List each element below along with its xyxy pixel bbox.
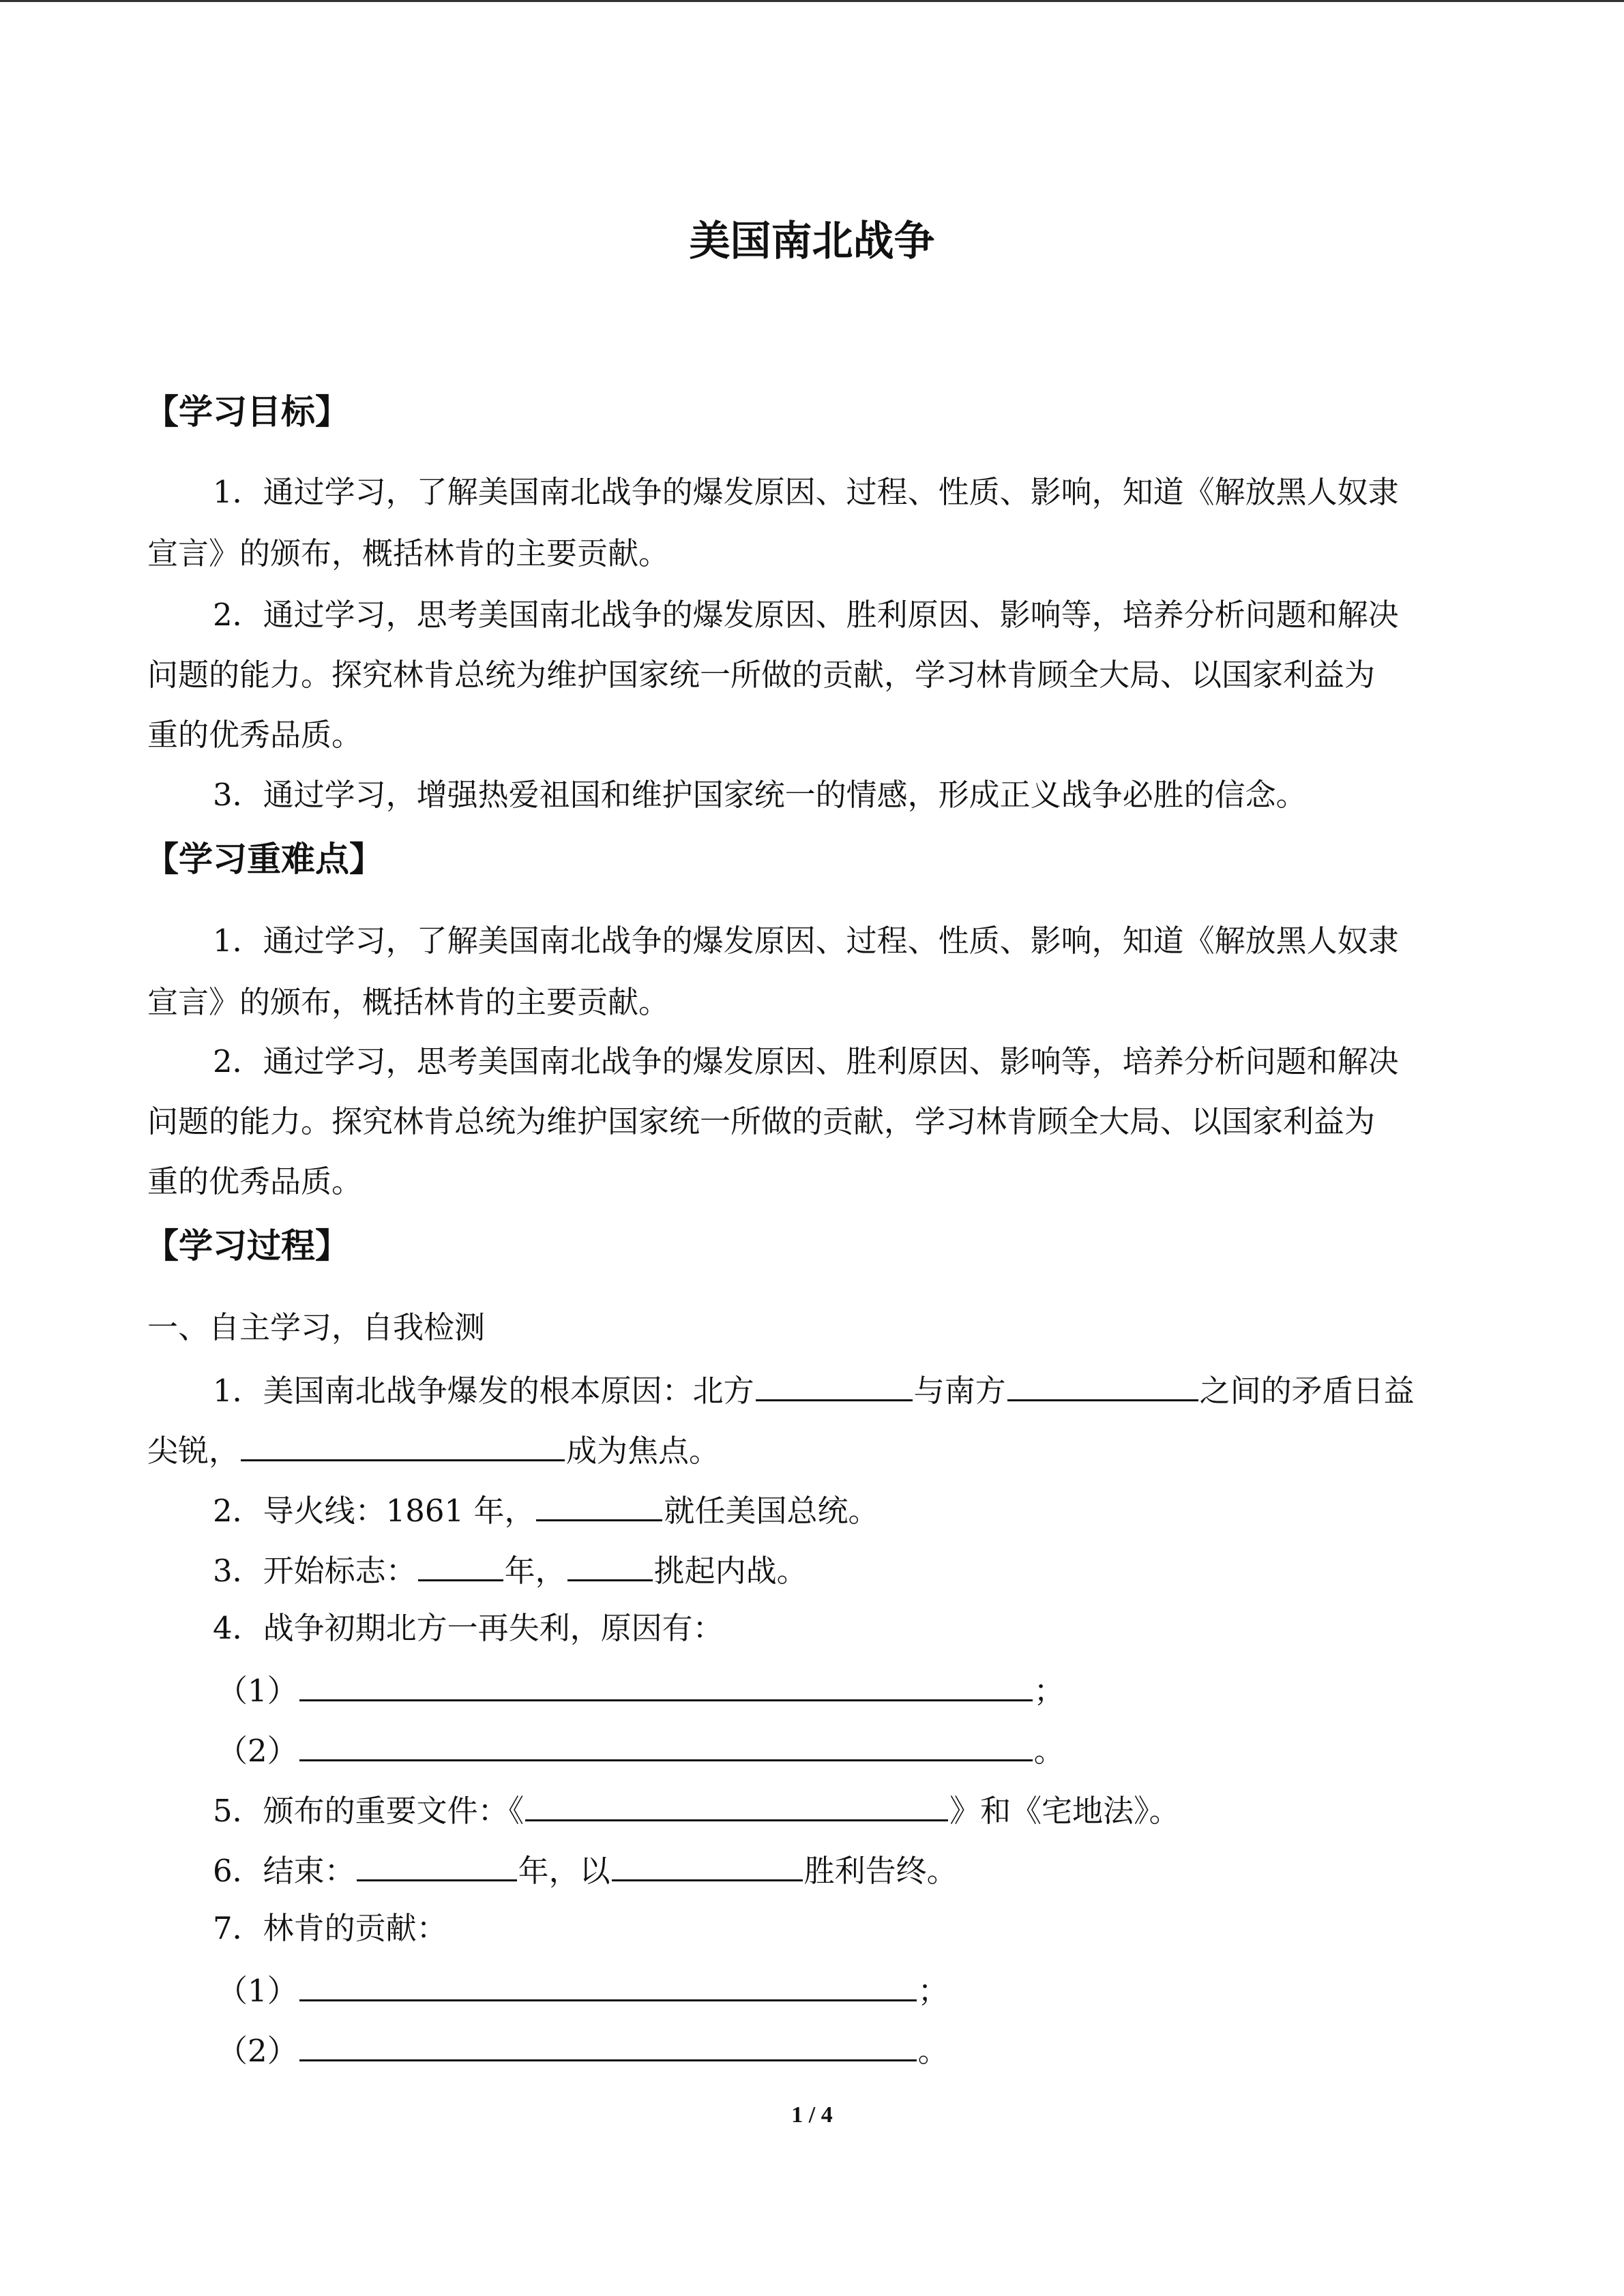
goal-2-line-3: 重的优秀品质。 <box>147 717 363 753</box>
goal-1-line-1: 1．通过学习，了解美国南北战争的爆发原因、过程、性质、影响，知道《解放黑人奴隶 <box>213 474 1399 510</box>
question-4-item-1 <box>217 1668 1065 1712</box>
answer-blank[interactable] <box>241 1428 565 1461</box>
item-label: （1） <box>217 1973 298 2009</box>
question-1-text-a: 1．美国南北战争爆发的根本原因：北方 <box>213 1373 754 1409</box>
question-3-text-b: 年， <box>504 1553 566 1589</box>
answer-blank[interactable] <box>525 1788 948 1821</box>
item-end: 。 <box>1033 1733 1065 1769</box>
answer-blank[interactable] <box>299 1668 1033 1701</box>
key-point-2-line-3: 重的优秀品质。 <box>147 1163 363 1199</box>
question-1-line-2 <box>147 1428 720 1472</box>
question-1-text-e: 成为焦点。 <box>566 1433 720 1469</box>
question-1-text-c: 之间的矛盾日益 <box>1199 1373 1415 1409</box>
answer-blank[interactable] <box>299 2028 917 2061</box>
goal-3-line-1: 3．通过学习，增强热爱祖国和维护国家统一的情感，形成正义战争必胜的信念。 <box>213 777 1307 813</box>
question-3 <box>213 1548 808 1592</box>
key-point-1-line-1: 1．通过学习，了解美国南北战争的爆发原因、过程、性质、影响，知道《解放黑人奴隶 <box>213 923 1399 959</box>
question-3-text-a: 3．开始标志： <box>213 1553 417 1589</box>
question-2-text-b: 就任美国总统。 <box>664 1493 879 1529</box>
question-6-text-b: 年，以 <box>518 1853 610 1889</box>
question-3-text-c: 挑起内战。 <box>653 1553 808 1589</box>
goal-2-line-1: 2．通过学习，思考美国南北战争的爆发原因、胜利原因、影响等，培养分析问题和解决 <box>213 597 1399 633</box>
item-label: （2） <box>217 2033 298 2069</box>
page-number: 1 / 4 <box>791 2102 833 2128</box>
section-heading-key-points: 【学习重难点】 <box>145 839 383 879</box>
question-4: 4．战争初期北方一再失利，原因有： <box>213 1610 724 1646</box>
item-end: 。 <box>917 2033 949 2069</box>
answer-blank[interactable] <box>756 1368 913 1401</box>
item-label: （1） <box>217 1673 298 1709</box>
question-2-text-a: 2．导火线：1861 年， <box>213 1493 535 1529</box>
answer-blank[interactable] <box>612 1848 803 1881</box>
question-6-text-c: 胜利告终。 <box>803 1853 958 1889</box>
answer-blank[interactable] <box>418 1548 503 1581</box>
question-7-item-2 <box>217 2028 949 2072</box>
key-point-2-line-1: 2．通过学习，思考美国南北战争的爆发原因、胜利原因、影响等，培养分析问题和解决 <box>213 1043 1399 1079</box>
question-1-text-b: 与南方 <box>913 1373 1006 1409</box>
answer-blank[interactable] <box>299 1728 1033 1761</box>
answer-blank[interactable] <box>299 1968 917 2001</box>
question-5 <box>213 1788 1180 1832</box>
question-1-line-1 <box>213 1368 1415 1412</box>
answer-blank[interactable] <box>357 1848 517 1881</box>
item-end: ； <box>917 1973 949 2009</box>
section-heading-process: 【学习过程】 <box>145 1226 349 1266</box>
answer-blank[interactable] <box>536 1488 662 1521</box>
section-heading-goals: 【学习目标】 <box>145 392 349 432</box>
question-5-text-a: 5．颁布的重要文件：《 <box>213 1793 525 1829</box>
answer-blank[interactable] <box>1007 1368 1198 1401</box>
goal-1-line-2: 宣言》的颁布，概括林肯的主要贡献。 <box>147 535 670 571</box>
question-1-text-d: 尖锐， <box>147 1433 240 1469</box>
top-border <box>0 0 1624 2</box>
item-label: （2） <box>217 1733 298 1769</box>
item-end: ； <box>1033 1673 1065 1709</box>
question-7-item-1 <box>217 1968 949 2012</box>
subsection-heading: 一、自主学习，自我检测 <box>147 1309 486 1345</box>
page-title: 美国南北战争 <box>689 218 935 265</box>
key-point-2-line-2: 问题的能力。探究林肯总统为维护国家统一所做的贡献，学习林肯顾全大局、以国家利益为 <box>147 1103 1376 1139</box>
question-6-text-a: 6．结束： <box>213 1853 355 1889</box>
question-5-text-b: 》和《宅地法》。 <box>949 1793 1180 1829</box>
question-7: 7．林肯的贡献： <box>213 1910 447 1946</box>
key-point-1-line-2: 宣言》的颁布，概括林肯的主要贡献。 <box>147 984 670 1020</box>
question-4-item-2 <box>217 1728 1065 1772</box>
question-6 <box>213 1848 958 1892</box>
answer-blank[interactable] <box>567 1548 653 1581</box>
goal-2-line-2: 问题的能力。探究林肯总统为维护国家统一所做的贡献，学习林肯顾全大局、以国家利益为 <box>147 657 1376 693</box>
question-2 <box>213 1488 879 1532</box>
